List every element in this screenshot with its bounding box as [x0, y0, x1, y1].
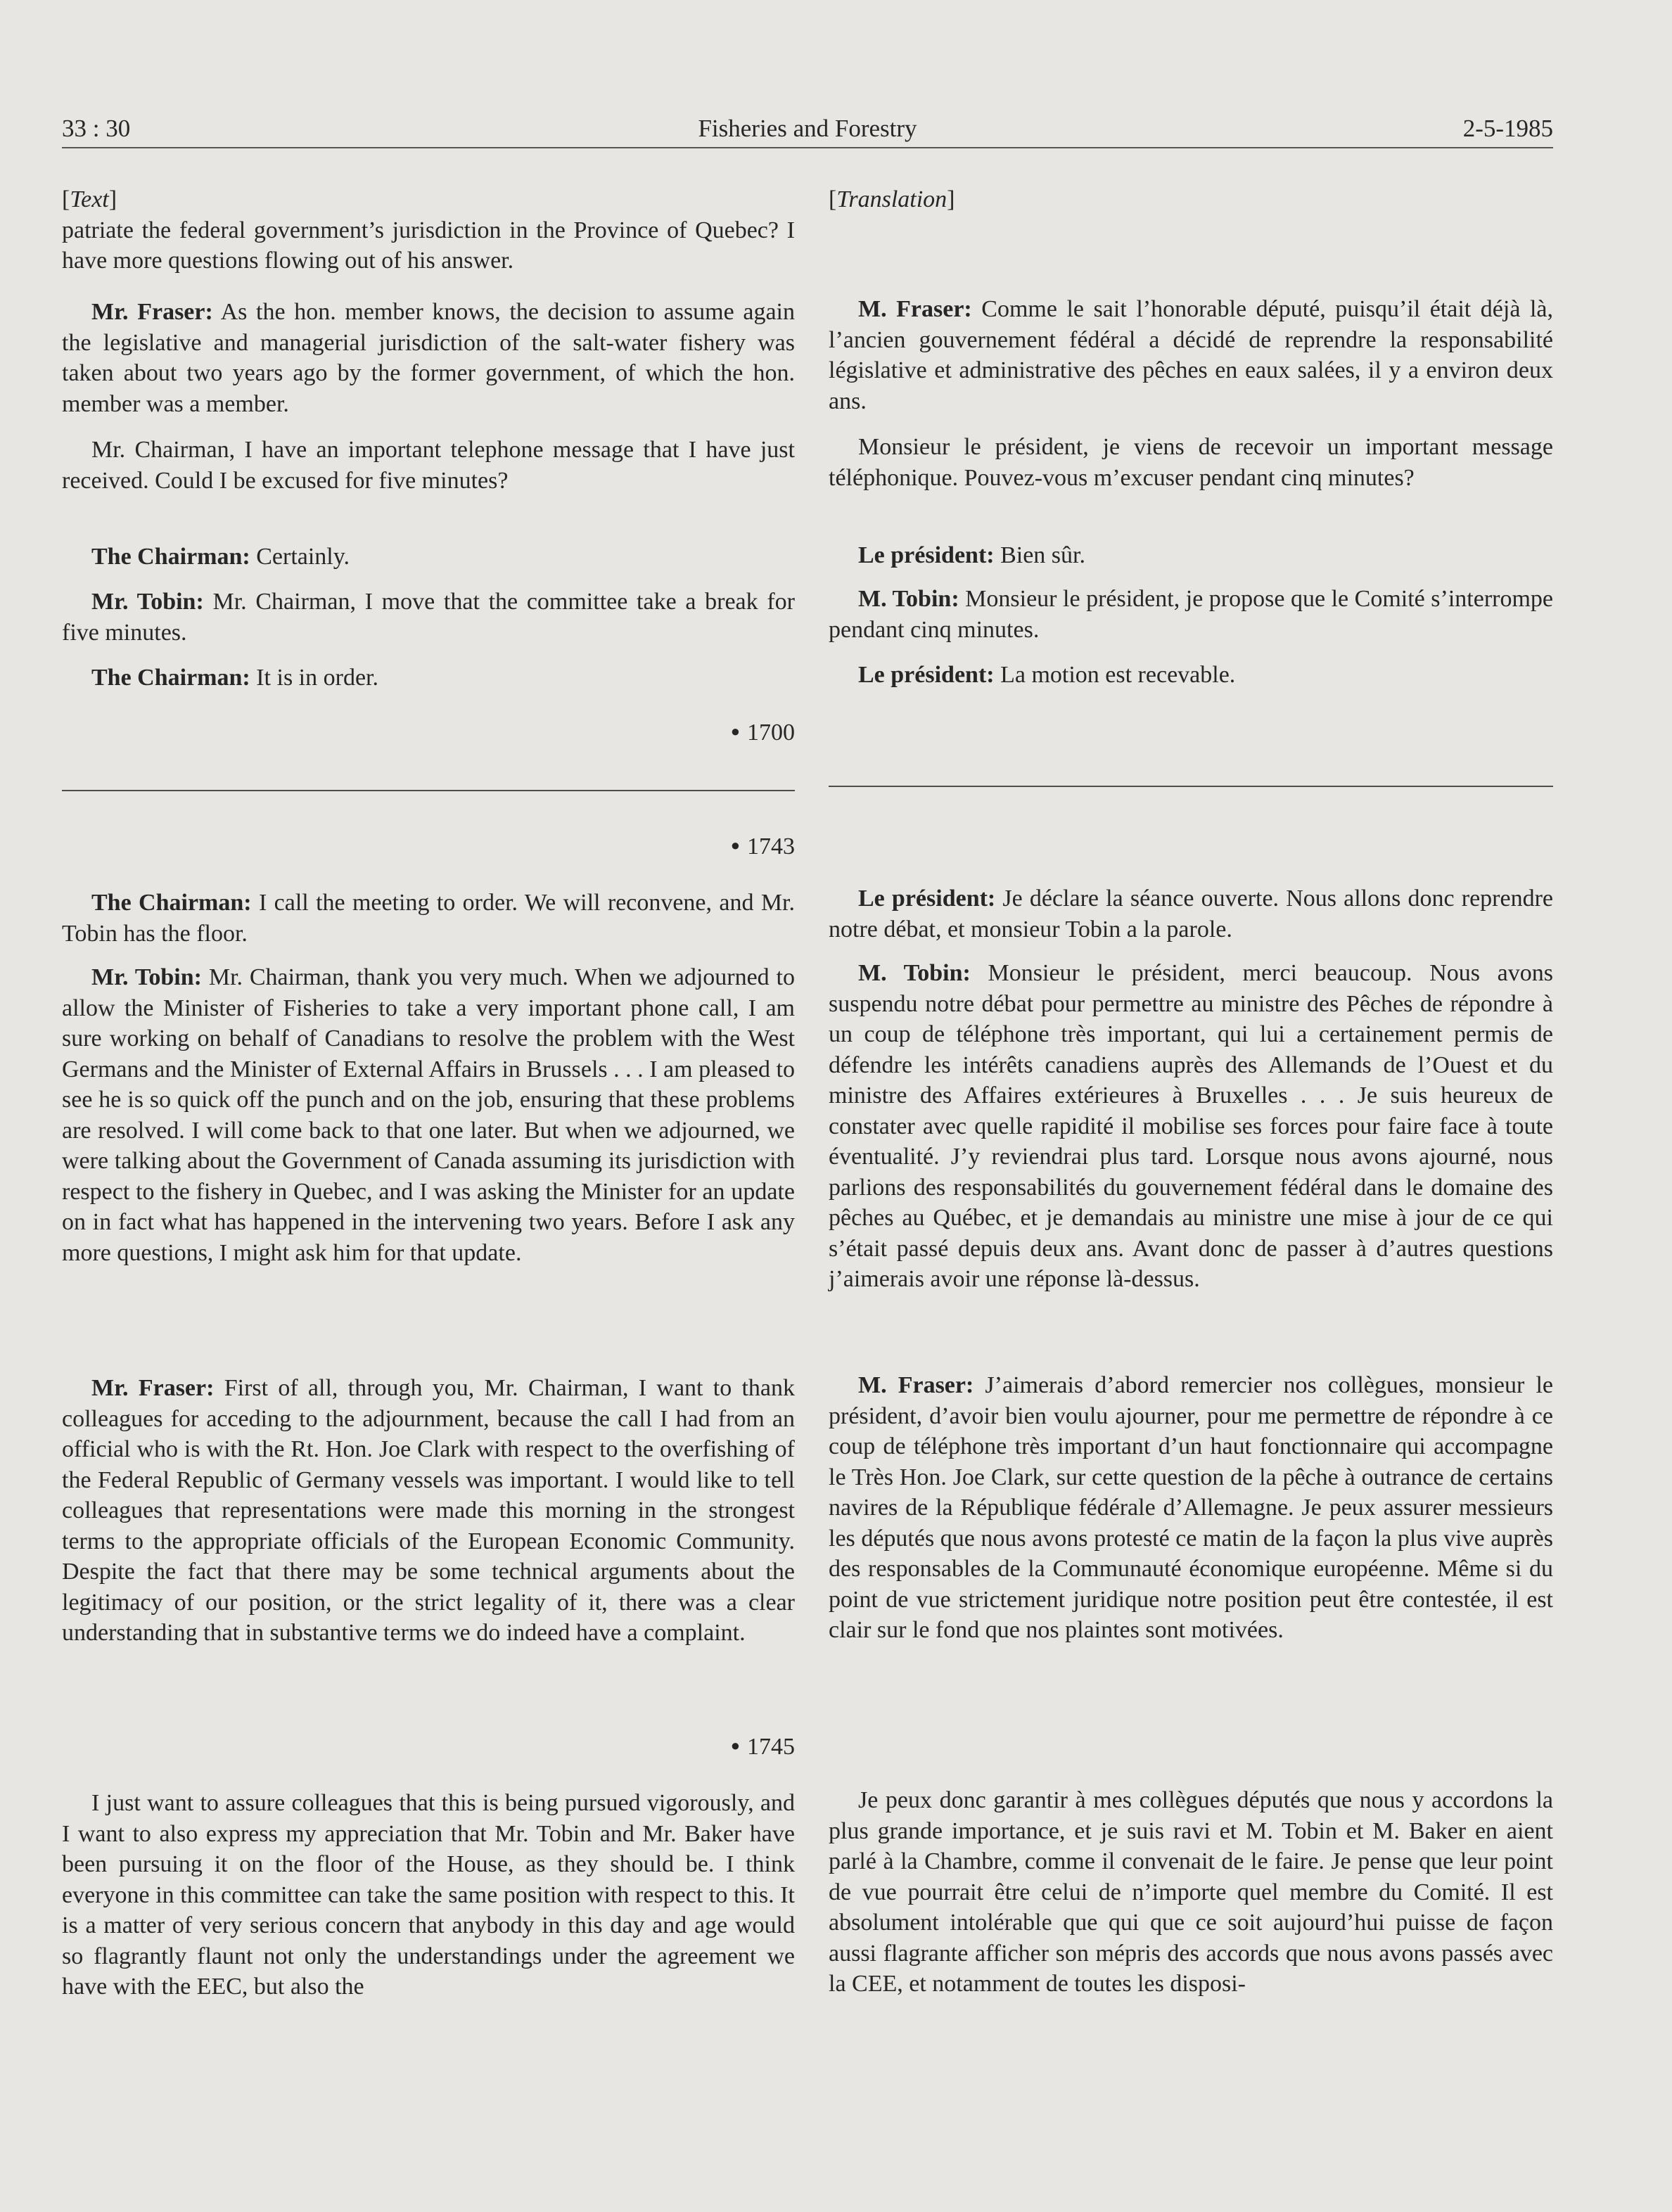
left-column-block-4	[62, 542, 795, 573]
paragraph: Mr. Tobin: Mr. Chairman, thank you very much. When we adjourned to allow the Minister of Fisheries to take a very important phone call, I am sure working on behalf of Canadians to resolve the problem with the West Germans and the Minister of External Affairs in Brussels . . . I am pleased to see he is so quick off the punch and on the job, ensuring that these problems are resolved. I will come back to that one later. But when we adjourned, we were talking about the Government of Canada assuming its jurisdiction with respect to the fishery in Quebec, and I was asking the Minister for an update on in fact what has happened in the intervening two years. Before I ask any more questions, I might ask him for that update.	[62, 964, 795, 1266]
speaker-name: Le président:	[858, 542, 995, 568]
left-column-block-9	[62, 1373, 795, 1649]
bullet-icon: ●	[730, 836, 740, 854]
speaker-name: Mr. Tobin:	[91, 964, 202, 990]
right-column-block-2	[829, 294, 1553, 416]
right-column-block-7	[829, 883, 1553, 945]
speaker-name: M. Fraser:	[858, 1372, 974, 1398]
left-column-block-3	[62, 435, 795, 496]
time-stamp: ● 1700	[730, 720, 795, 746]
paragraph: The Chairman: It is in order.	[91, 665, 378, 691]
left-column-block-7	[62, 888, 795, 949]
right-column-block-6	[829, 660, 1553, 691]
speaker-name: The Chairman:	[91, 890, 252, 916]
bullet-icon: ●	[730, 722, 740, 740]
left-column-block-10	[62, 1788, 795, 2002]
running-title: Fisheries and Forestry	[698, 115, 917, 142]
speaker-name: The Chairman:	[91, 665, 250, 691]
left-column-block-5	[62, 587, 795, 648]
header-date: 2-5-1985	[1462, 115, 1553, 142]
header-rule	[62, 147, 1553, 148]
paragraph: Je peux donc garantir à mes collègues députés que nous y accordons la plus grande importance, et je suis ravi et M. Tobin et M. Baker en aient parlé à la Chambre, comme il convenait de le faire. Je pense que leur point de vue pourrait être celui de n’importe quel membre du Comité. Il est absolument intolérable que qui que ce soit aujourd’hui puisse de façon aussi flagrante afficher son mépris des accords que nous avons passés avec la CEE, et notamment de toutes les disposi-	[829, 1787, 1553, 1997]
section-rule	[62, 790, 795, 791]
speaker-name: M. Fraser:	[858, 296, 972, 322]
paragraph: M. Tobin: Monsieur le président, je propose que le Comité s’interrompe pendant cinq minutes.	[829, 586, 1554, 643]
time-stamp: ● 1745	[730, 1734, 795, 1760]
right-column-block-1	[829, 184, 1553, 215]
left-column-block-1	[62, 184, 795, 276]
paragraph: Le président: Je déclare la séance ouverte. Nous allons donc reprendre notre débat, et monsieur Tobin a la parole.	[829, 886, 1553, 942]
speaker-name: M. Tobin:	[858, 960, 971, 986]
right-column-block-10	[829, 1785, 1553, 2000]
left-column-block-6	[62, 663, 795, 693]
speaker-name: Mr. Fraser:	[91, 299, 213, 325]
paragraph: patriate the federal government’s jurisdiction in the Province of Quebec? I have more questions flowing out of his answer.	[62, 217, 795, 274]
section-rule	[829, 786, 1553, 787]
paragraph: The Chairman: Certainly.	[91, 544, 350, 570]
section-label: [Text]	[62, 186, 117, 212]
paragraph: The Chairman: I call the meeting to order. We will reconvene, and Mr. Tobin has the floor.	[62, 890, 795, 947]
left-column-block-8	[62, 962, 795, 1268]
right-column-block-8	[829, 958, 1553, 1295]
speaker-name: Mr. Fraser:	[91, 1375, 215, 1401]
paragraph: Mr. Chairman, I have an important telephone message that I have just received. Could I be excused for five minutes?	[62, 437, 795, 494]
paragraph: Le président: La motion est recevable.	[858, 662, 1236, 688]
page-number: 33 : 30	[62, 115, 131, 142]
speaker-name: M. Tobin:	[858, 586, 959, 612]
right-column-block-4	[829, 540, 1553, 571]
paragraph: M. Tobin: Monsieur le président, merci beaucoup. Nous avons suspendu notre débat pour permettre au ministre des Pêches de répondre à un coup de téléphone très important, qui lui a certainement permis de défendre les intérêts canadiens auprès des Allemands de l’Ouest et du ministre des Affaires extérieures à Bruxelles . . . Je suis heureux de constater avec quelle rapidité il mobilise ses forces pour faire face à toute éventualité. J’y reviendrai plus tard. Lorsque nous avons ajourné, nous parlions des responsabilités du gouvernement fédéral dans le domaine des pêches au Québec, et je demandais au ministre une mise à jour de ce qui s’était passé depuis deux ans. Avant donc de passer à d’autres questions j’aimerais avoir une réponse là-dessus.	[829, 960, 1553, 1292]
paragraph: Mr. Fraser: First of all, through you, Mr. Chairman, I want to thank colleagues for acceding to the adjournment, because the call I had from an official who is with the Rt. Hon. Joe Clark with respect to the overfishing of the Federal Republic of Germany vessels was important. I would like to tell colleagues that representations were made this morning in the strongest terms to the appropriate officials of the European Economic Community. Despite the fact that there may be some technical arguments about the legitimacy of our position, or the strict legality of it, there was a clear understanding that in substantive terms we do indeed have a complaint.	[62, 1375, 796, 1646]
right-column-block-9	[829, 1370, 1553, 1646]
paragraph: M. Fraser: Comme le sait l’honorable député, puisqu’il était déjà là, l’ancien gouvernement fédéral a décidé de reprendre la responsabilité législative et administrative des pêches en eaux salées, il y a environ deux ans.	[829, 296, 1553, 414]
speaker-name: The Chairman:	[91, 544, 250, 570]
paragraph: Le président: Bien sûr.	[858, 542, 1085, 568]
paragraph: Mr. Fraser: As the hon. member knows, the decision to assume again the legislative and managerial jurisdiction of the salt-water fishery was taken about two years ago by the former government, of which the hon. member was a member.	[62, 299, 795, 417]
paragraph: I just want to assure colleagues that this is being pursued vigorously, and I want to also express my appreciation that Mr. Tobin and Mr. Baker have been pursuing it on the floor of the House, as they should be. I think everyone in this committee can take the same position with respect to this. It is a matter of very serious concern that anybody in this day and age would so flagrantly flaunt not only the understandings under the agreement we have with the EEC, but also the	[62, 1790, 795, 2000]
speaker-name: Le président:	[858, 662, 995, 688]
left-column-block-2	[62, 297, 795, 419]
speaker-name: Mr. Tobin:	[91, 589, 204, 615]
right-column-block-5	[829, 584, 1553, 645]
bullet-icon: ●	[730, 1737, 740, 1754]
paragraph: M. Fraser: J’aimerais d’abord remercier nos collègues, monsieur le président, d’avoir bien voulu ajourner, pour me permettre de répondre à ce coup de téléphone très important d’un haut fonctionnaire qui accompagne le Très Hon. Joe Clark, sur cette question de la pêche à outrance de certains navires de la République fédérale d’Allemagne. Je peux assurer messieurs les députés que nous avons protesté ce matin de la façon la plus vive auprès des responsables de la Communauté économique européenne. Même si du point de vue strictement juridique notre position peut être contestée, il est clair sur le fond que nos plaintes sont motivées.	[829, 1372, 1553, 1643]
speaker-name: Le président:	[858, 886, 996, 912]
page-header	[62, 111, 1553, 146]
section-label: [Translation]	[829, 186, 955, 212]
paragraph: Monsieur le président, je viens de recevoir un important message téléphonique. Pouvez-vous m’excuser pendant cinq minutes?	[829, 434, 1553, 491]
time-stamp: ● 1743	[730, 833, 795, 859]
paragraph: Mr. Tobin: Mr. Chairman, I move that the committee take a break for five minutes.	[62, 589, 795, 646]
right-column-block-3	[829, 432, 1553, 493]
